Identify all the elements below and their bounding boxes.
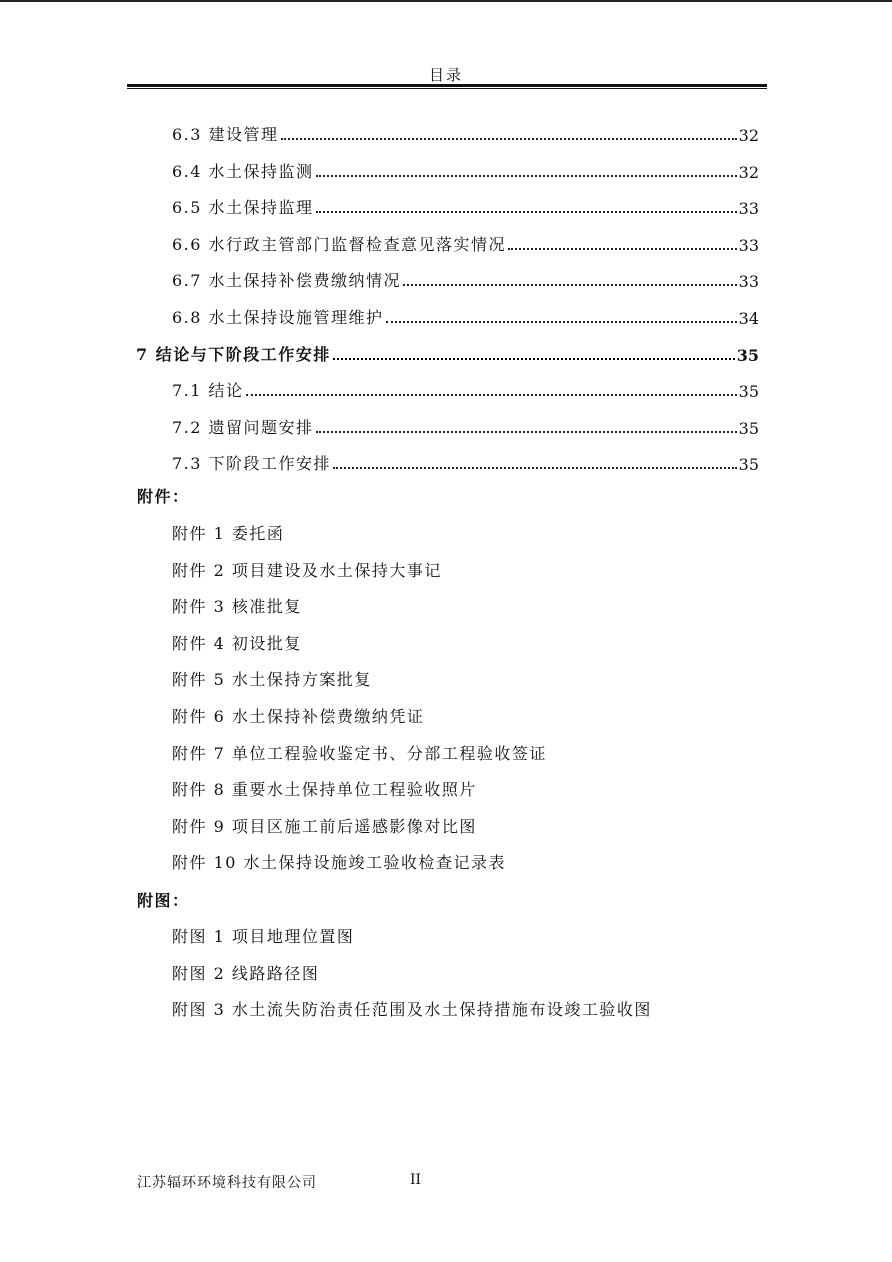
toc-entry[interactable] — [172, 182, 759, 218]
footer-page-number: II — [410, 1172, 422, 1188]
attachment-item: 附件 10 水土保持设施竣工验收检查记录表 — [172, 853, 507, 873]
toc-dot-leader — [281, 138, 737, 140]
toc-entry-label: 6.3 建设管理 — [172, 125, 279, 144]
figure-item: 附图 1 项目地理位置图 — [172, 927, 355, 946]
toc-dot-leader — [403, 284, 737, 286]
toc-entry[interactable] — [172, 255, 759, 291]
toc-entry-label: 6.4 水土保持监测 — [172, 161, 314, 181]
attachment-item: 附件 4 初设批复 — [172, 633, 302, 653]
toc-entry[interactable] — [172, 402, 759, 438]
footer-company: 江苏辐环环境科技有限公司 — [137, 1175, 317, 1191]
header-rule-thick — [127, 84, 767, 87]
toc-dot-leader — [508, 248, 737, 250]
toc-entry-label: 7.1 结论 — [172, 381, 244, 401]
figure-item: 附图 3 水土流失防治责任范围及水土保持措施布设竣工验收图 — [172, 1000, 652, 1020]
toc-entry-label: 6.5 水土保持监理 — [172, 198, 314, 218]
attachment-item: 附件 7 单位工程验收鉴定书、分部工程验收签证 — [172, 743, 547, 763]
toc-dot-leader — [246, 394, 737, 396]
toc-entry-label: 7.2 遗留问题安排 — [172, 417, 314, 437]
toc-dot-leader — [386, 321, 737, 323]
page-header-title: 目录 — [428, 66, 463, 84]
toc-dot-leader — [316, 211, 737, 213]
attachment-item: 附件 2 项目建设及水土保持大事记 — [172, 560, 442, 580]
toc-entry[interactable] — [172, 219, 759, 255]
toc-entry-page: 32 — [738, 126, 759, 145]
toc-entry-label: 7.3 下阶段工作安排 — [172, 454, 332, 474]
attachment-item: 附件 6 水土保持补偿费缴纳凭证 — [172, 707, 425, 726]
attachment-item: 附件 8 重要水土保持单位工程验收照片 — [172, 780, 477, 800]
toc-entry-page: 35 — [738, 418, 759, 438]
toc-entry-page: 32 — [738, 162, 759, 182]
toc-entry-page: 34 — [738, 309, 759, 328]
toc-entry[interactable] — [172, 146, 759, 182]
toc-entry-label: 6.7 水土保持补偿费缴纳情况 — [172, 271, 402, 291]
attachment-item: 附件 1 委托函 — [172, 524, 285, 543]
figures-heading: 附图： — [137, 891, 190, 910]
toc-entry-label: 6.8 水土保持设施管理维护 — [172, 308, 384, 327]
attachment-item: 附件 3 核准批复 — [172, 597, 302, 617]
toc-entry-page: 35 — [738, 382, 759, 402]
toc-entry-page: 35 — [738, 455, 759, 475]
toc-entry-page: 33 — [738, 235, 759, 255]
attachment-item: 附件 9 项目区施工前后遥感影像对比图 — [172, 816, 477, 836]
toc-entry-page: 35 — [736, 345, 759, 365]
toc-entry[interactable] — [172, 292, 759, 328]
toc-dot-leader — [333, 358, 735, 360]
toc-entry-page: 33 — [738, 272, 759, 292]
figure-item: 附图 2 线路路径图 — [172, 963, 320, 983]
toc-dot-leader — [316, 175, 737, 177]
toc-entry[interactable] — [172, 365, 759, 401]
attachments-heading: 附件： — [137, 487, 190, 506]
toc-entry-page: 33 — [738, 199, 759, 219]
toc-dot-leader — [333, 467, 737, 469]
page-top-border — [0, 0, 892, 2]
toc-entry-label: 6.6 水行政主管部门监督检查意见落实情况 — [172, 234, 507, 254]
toc-entry[interactable] — [172, 438, 759, 474]
toc-entry-label: 7 结论与下阶段工作安排 — [136, 344, 331, 364]
toc-entry[interactable] — [172, 109, 759, 145]
attachment-item: 附件 5 水土保持方案批复 — [172, 670, 372, 690]
header-rule-thin — [127, 88, 767, 89]
toc-dot-leader — [316, 431, 737, 433]
toc-entry[interactable] — [136, 329, 759, 365]
